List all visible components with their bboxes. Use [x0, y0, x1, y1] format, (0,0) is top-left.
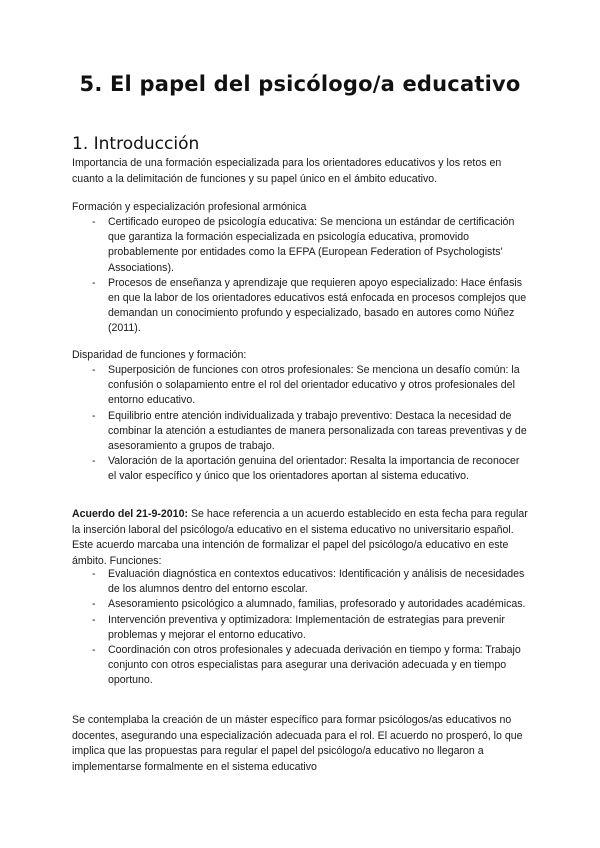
- intro-paragraph: Importancia de una formación especializada para los orientadores educativos y los retos en cuanto a la delimitación de funciones y su papel único en el ámbito educativo.: [72, 157, 502, 185]
- group2-label: Disparidad de funciones y formación:: [72, 349, 247, 361]
- list-item: - Valoración de la aportación genuina del orientador: Resalta la importancia de reconocer el valor específico y único que los orientadores aportan al sistema educativo.: [72, 454, 528, 484]
- list-item: - Intervención preventiva y optimizadora: Implementación de estrategias para prevenir problemas y mejorar el entorno educativo.: [72, 613, 528, 643]
- closing-paragraph: Se contemplaba la creación de un máster específico para formar psicólogos/as educativos no docentes, asegurando una especialización adecuada para el rol. El acuerdo no prosperó, lo que implica que las propuestas para regular el papel del psicólogo/a educativo no llegaron a implementarse formalmente en el sistema educativo: [72, 714, 523, 773]
- list-item: - Coordinación con otros profesionales y adecuada derivación en tiempo y forma: Trabajo conjunto con otros especialistas para asegurar una derivación adecuada y en tiempo oportuno.: [72, 643, 528, 689]
- group1-list: [72, 215, 528, 337]
- list-item: - Superposición de funciones con otros profesionales: Se menciona un desafío común: la confusión o solapamiento entre el rol del orientador educativo y otros profesionales del entorno educativo.: [72, 363, 528, 409]
- acuerdo-text: Se hace referencia a un acuerdo establecido en esta fecha para regular la inserción laboral del psicólogo/a educativo en el sistema educativo no universitario español. Este acuerdo marcaba una intención de formalizar el papel del psicólogo/a educativo en este ámbito. Funciones:: [72, 508, 528, 567]
- page-title: 5. El papel del psicólogo/a educativo: [79, 72, 521, 96]
- list-item: - Evaluación diagnóstica en contextos educativos: Identificación y análisis de necesidades de los alumnos dentro del entorno escolar.: [72, 567, 528, 597]
- acuerdo-date: Acuerdo del 21-9-2010:: [72, 508, 188, 520]
- list-item: - Certificado europeo de psicología educativa: Se menciona un estándar de certificación que garantiza la formación especializada en psicología educativa, promovido probablemente por entidades como la EFPA (European Federation of Psychologists' Associations).: [72, 215, 528, 276]
- acuerdo-paragraph: [72, 507, 528, 569]
- section-title: 1. Introducción: [72, 134, 200, 154]
- list-item: - Asesoramiento psicológico a alumnado, familias, profesorado y autoridades académicas.: [72, 597, 528, 612]
- acuerdo-functions-list: [72, 567, 528, 689]
- list-item: - Procesos de enseñanza y aprendizaje que requieren apoyo especializado: Hace énfasis en que la labor de los orientadores educativos está enfocada en procesos complejos que demandan un conocimiento profundo y especializado, basado en autores como Núñez (2011).: [72, 276, 528, 337]
- list-item: - Equilibrio entre atención individualizada y trabajo preventivo: Destaca la necesidad de combinar la atención a estudiantes de manera personalizada con tareas preventivas y de asesoramiento a grupos de trabajo.: [72, 409, 528, 455]
- group1-label: Formación y especialización profesional armónica: [72, 201, 307, 213]
- group2-list: [72, 363, 528, 485]
